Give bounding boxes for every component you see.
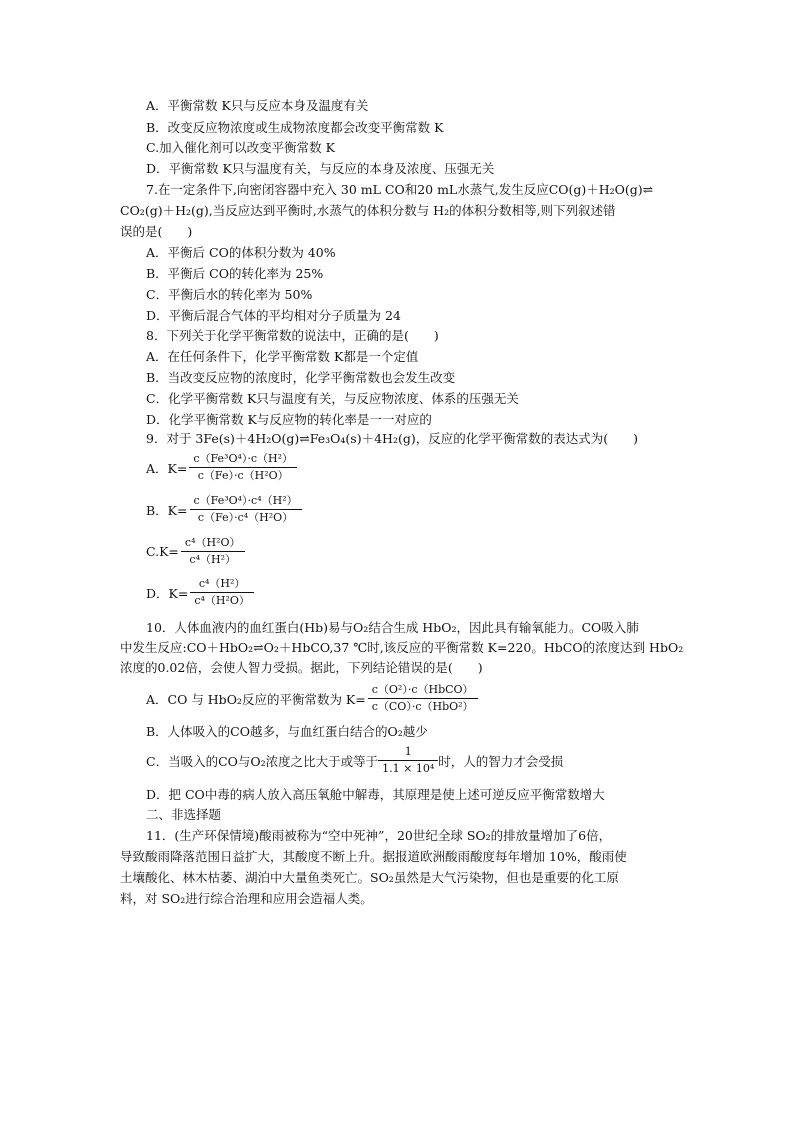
q7-option-c: C．平衡后水的转化率为 50% <box>146 287 313 302</box>
q10-option-a-label: A．CO 与 HbO₂反应的平衡常数为 K= <box>146 691 366 707</box>
q10-stem-line2: 中发生反应:CO＋HbO₂⇌O₂＋HbCO,37 ℃时,该反应的平衡常数 K=220。HbCO的浓度达到 HbO₂ <box>120 640 684 655</box>
q10-stem-line1: 10．人体血液内的血红蛋白(Hb)易与O₂结合生成 HbO₂，因此具有输氧能力。CO吸入肺 <box>146 620 639 635</box>
q8-stem: 8．下列关于化学平衡常数的说法中，正确的是( ) <box>146 328 439 343</box>
q7-option-a: A．平衡后 CO的体积分数为 40% <box>146 245 336 260</box>
q7-stem-line3: 误的是( ) <box>120 224 193 239</box>
q10-option-a-fraction <box>368 683 478 714</box>
q9-option-a-fraction <box>189 452 297 483</box>
q10-option-b: B．人体吸入的CO越多，与血红蛋白结合的O₂越少 <box>146 724 428 739</box>
q9-option-a-denominator: c（Fe）·c（H²O） <box>197 469 289 482</box>
q10-stem-line3: 浓度的0.02倍，会使人智力受损。据此，下列结论错误的是( ) <box>120 660 483 675</box>
q10-option-c-fraction <box>378 745 438 776</box>
q11-line2: 导致酸雨降落范围日益扩大，其酸度不断上升。据报道欧洲酸雨酸度每年增加 10%，酸雨使 <box>120 849 627 864</box>
q9-option-b <box>146 494 302 525</box>
q7-stem-line1: 7.在一定条件下,向密闭容器中充入 30 mL CO和20 mL水蒸气,发生反应CO(g)＋H₂O(g)⇌ <box>146 182 654 197</box>
q6-option-a: A．平衡常数 K只与反应本身及温度有关 <box>146 98 369 113</box>
q10-option-a-denominator: c（CO）·c（HbO²） <box>371 700 474 713</box>
q8-option-b: B．当改变反应物的浓度时，化学平衡常数也会发生改变 <box>146 370 456 385</box>
q11-line3: 土壤酸化、林木枯萎、湖泊中大量鱼类死亡。SO₂虽然是大气污染物，但也是重要的化工原 <box>120 870 619 885</box>
q9-option-d-numerator: c⁴（H²） <box>190 577 254 593</box>
q10-option-d: D．把 CO中毒的病人放入高压氧舱中解毒，其原理是使上述可逆反应平衡常数增大 <box>146 787 605 802</box>
q9-option-d <box>146 577 254 608</box>
q10-option-c <box>146 745 563 776</box>
q9-stem: 9．对于 3Fe(s)＋4H₂O(g)⇌Fe₃O₄(s)＋4H₂(g)，反应的化学平衡常数的表达式为( ) <box>146 431 638 446</box>
q7-stem-line2: CO₂(g)＋H₂(g),当反应达到平衡时,水蒸气的体积分数与 H₂的体积分数相等,则下列叙述错 <box>120 203 616 218</box>
q9-option-c <box>146 536 245 567</box>
q9-option-d-denominator: c⁴（H²O） <box>194 594 250 607</box>
q10-option-c-suffix: 时，人的智力才会受损 <box>438 753 564 769</box>
q9-option-c-label: C.K= <box>146 544 179 559</box>
q9-option-b-fraction <box>190 494 302 525</box>
q9-option-a <box>146 452 297 483</box>
q6-option-b: B．改变反应物浓度或生成物浓度都会改变平衡常数 K <box>146 120 444 135</box>
q9-option-c-denominator: c⁴（H²） <box>189 553 236 566</box>
q7-option-b: B．平衡后 CO的转化率为 25% <box>146 266 324 281</box>
q9-option-c-numerator: c⁴（H²O） <box>181 536 245 552</box>
q8-option-a: A．在任何条件下，化学平衡常数 K都是一个定值 <box>146 349 419 364</box>
q9-option-a-numerator: c（Fe³O⁴）·c（H²） <box>189 452 297 468</box>
q11-line4: 料，对 SO₂进行综合治理和应用会造福人类。 <box>120 891 373 906</box>
q9-option-b-numerator: c（Fe³O⁴）·c⁴（H²） <box>190 494 302 510</box>
q9-option-b-denominator: c（Fe）·c⁴（H²O） <box>197 511 294 524</box>
q9-option-d-fraction <box>190 577 254 608</box>
q6-option-d: D．平衡常数 K只与温度有关，与反应的本身及浓度、压强无关 <box>146 161 495 176</box>
section-heading: 二、非选择题 <box>146 807 222 822</box>
q9-option-b-label: B．K= <box>146 502 188 518</box>
q9-option-a-label: A．K= <box>146 460 188 476</box>
q11-line1: 11．(生产环保情境)酸雨被称为“空中死神”，20世纪全球 SO₂的排放量增加了6倍， <box>146 828 612 843</box>
q10-option-c-denominator: 1.1 × 10⁴ <box>382 762 435 775</box>
q10-option-c-numerator: 1 <box>378 745 438 761</box>
q9-option-d-label: D．K= <box>146 585 189 601</box>
q8-option-d: D．化学平衡常数 K与反应物的转化率是一一对应的 <box>146 412 432 427</box>
q10-option-a-numerator: c（O²）·c（HbCO） <box>368 683 478 699</box>
q10-option-c-prefix: C．当吸入的CO与O₂浓度之比大于或等于 <box>146 753 379 769</box>
q9-option-c-fraction <box>181 536 245 567</box>
q6-option-c: C.加入催化剂可以改变平衡常数 K <box>146 140 335 155</box>
q10-option-a <box>146 683 478 714</box>
q8-option-c: C．化学平衡常数 K只与温度有关，与反应物浓度、体系的压强无关 <box>146 391 519 406</box>
q7-option-d: D．平衡后混合气体的平均相对分子质量为 24 <box>146 308 401 323</box>
